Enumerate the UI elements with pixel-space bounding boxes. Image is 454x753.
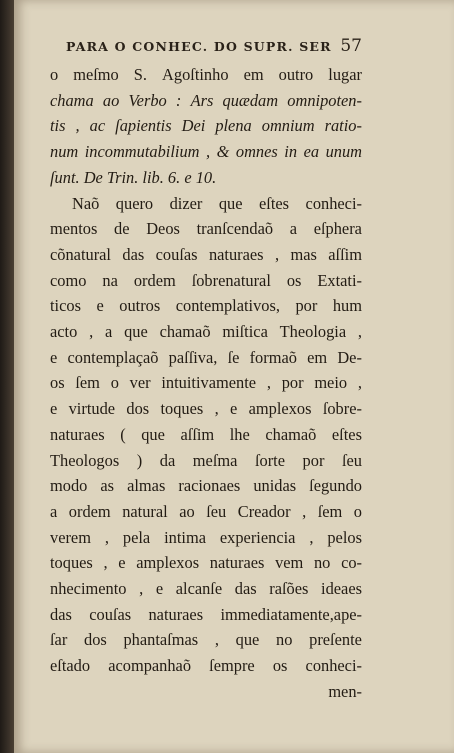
text-line: tis , ac ſapientis Dei plena omnium ratio- [50,116,362,136]
text-line: cõnatural das couſas naturaes , mas aſſim [50,244,362,264]
text-line: os ſem o ver intuitivamente , por meio , [50,373,362,393]
text-line: o meſmo S. Agoſtinho em outro lugar [50,65,362,84]
text-line: chama ao Verbo : Ars quædam omnipoten- [50,90,362,110]
text-line: Naõ quero dizer que eſtes conheci- [72,193,362,213]
text-line: ſar dos phantaſmas , que no preſente [50,630,362,650]
text-line: Theologos ) da meſma ſorte por ſeu [50,450,362,470]
page-number: 57 [340,36,362,56]
text-line: naturaes ( que aſſim lhe chamaõ eſtes [50,424,362,444]
text-line: a ordem natural ao ſeu Creador , ſem o [50,501,362,521]
text-line: toques , e amplexos naturaes vem no co- [50,553,362,573]
text-line: e virtude dos toques , e amplexos ſobre- [50,399,362,419]
text-line: acto , a que chamaõ miſtica Theologia , [50,322,362,342]
text-line: das couſas naturaes immediatamente,ape- [50,604,362,624]
catchword: men- [328,681,362,701]
text-line: e contemplaçaõ paſſiva, ſe formaõ em De- [50,347,362,367]
book-gutter [0,0,14,753]
text-line: eſtado acompanhaõ ſempre os conheci- [50,656,362,676]
page-header [66,36,362,56]
text-line: ticos e outros contemplativos, por hum [50,296,362,316]
text-line: modo as almas racionaes unidas ſegundo [50,476,362,496]
text-line: verem , pela intima experiencia , pelos [50,527,362,547]
body-text [50,62,362,705]
running-title: PARA O CONHEC. DO SUPR. SER [66,39,332,54]
text-line: mentos de Deos tranſcendaõ a eſphera [50,219,362,239]
text-line: num incommutabilium , & omnes in ea unum [50,142,362,162]
text-line: ſunt. De Trin. lib. 6. e 10. [50,167,217,187]
text-line: como na ordem ſobrenatural os Extati- [50,270,362,290]
text-line: nhecimento , e alcanſe das raſões ideaes [50,579,362,599]
